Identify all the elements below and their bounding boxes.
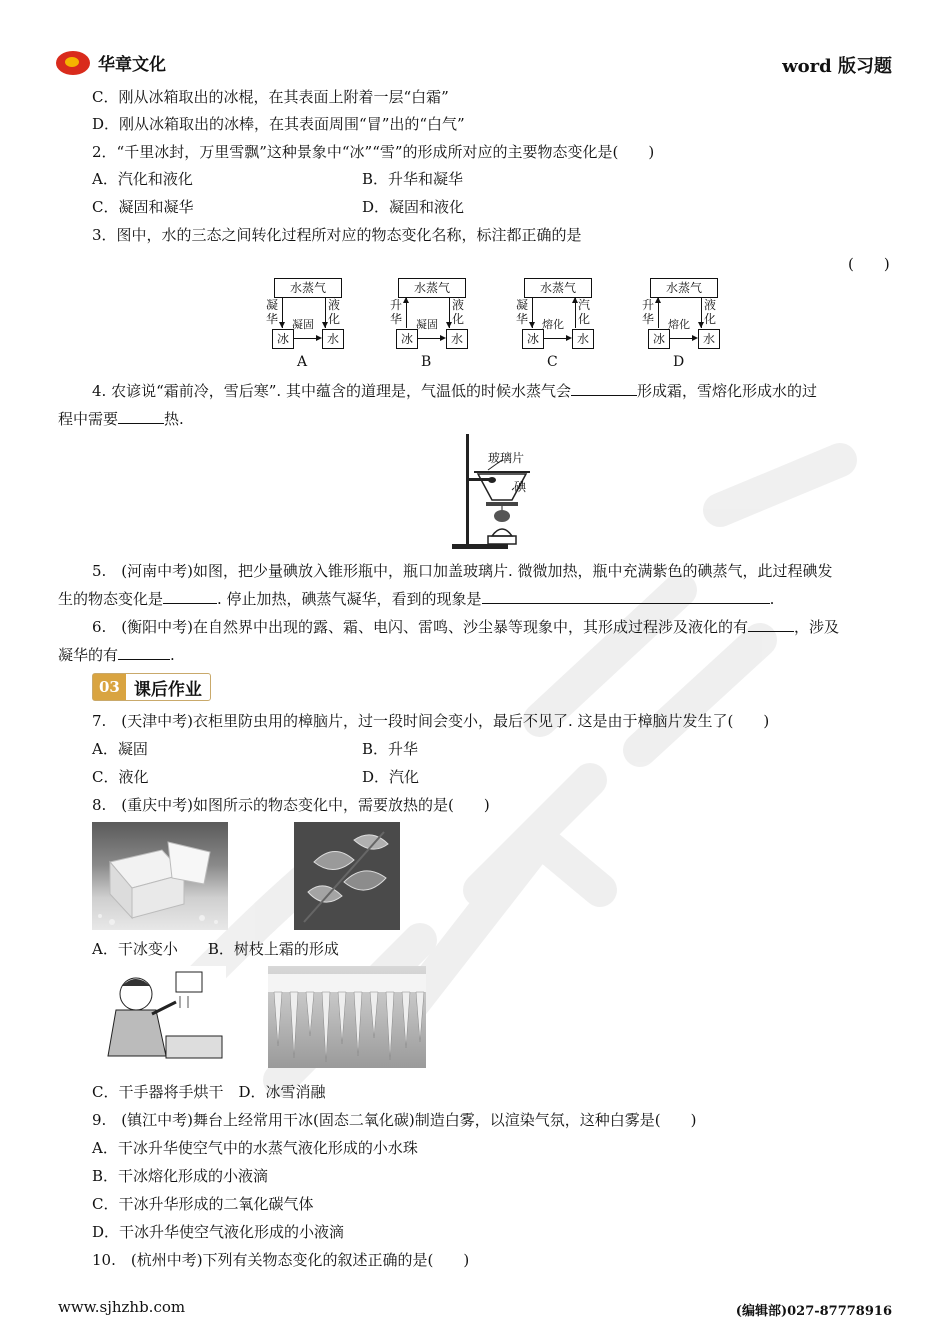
bottom-process-label: 凝固: [416, 318, 438, 331]
q4-text-a: 4. 农谚说“霜前冷，雪后寒”. 其中蕴含的道理是，气温低的时候水蒸气会: [92, 382, 571, 400]
q5-blank-1: [163, 589, 217, 604]
arrow-head-icon: [572, 297, 578, 303]
arrow-head-icon: [692, 335, 698, 341]
water-box: 水: [322, 329, 344, 349]
footer-website: www.sjhzhb.com: [58, 1298, 186, 1316]
arrow-head-icon: [279, 322, 285, 328]
question-3: 3．图中，水的三态之间转化过程所对应的物态变化名称，标注都正确的是: [92, 226, 582, 244]
question-6-line2: [58, 644, 175, 665]
q4-text-d: 热.: [164, 410, 184, 428]
footer-phone: (编辑部)027-87778916: [735, 1304, 892, 1319]
q8-options-ab: A．干冰变小 B．树枝上霜的形成: [92, 940, 339, 958]
water-box: 水: [572, 329, 594, 349]
question-7: 7. (天津中考)衣柜里防虫用的樟脑片，过一段时间会变小，最后不见了. 这是由于樟脑片发生了( ): [92, 712, 770, 730]
arrow-head-icon: [566, 335, 572, 341]
q7-option-c: C．液化: [92, 768, 149, 786]
brand-name: 华章文化: [98, 55, 166, 75]
brand-logo-icon: [56, 51, 90, 75]
q9-option-d: D．干冰升华使空气液化形成的小液滴: [92, 1223, 345, 1241]
frost-leaves-photo: [294, 822, 400, 930]
phase-diagram: [390, 278, 472, 348]
q4-blank-2: [118, 409, 164, 424]
arrow-head-icon: [403, 297, 409, 303]
q6-blank-1: [748, 617, 794, 632]
q7-option-a: A．凝固: [92, 740, 148, 758]
right-process-label: 液化: [328, 298, 341, 326]
vapor-box: 水蒸气: [650, 278, 718, 298]
section-title: 课后作业: [133, 679, 202, 700]
water-box: 水: [446, 329, 468, 349]
vapor-box: 水蒸气: [274, 278, 342, 298]
vapor-box: 水蒸气: [398, 278, 466, 298]
question-5-line1: 5. (河南中考)如图，把少量碘放入锥形瓶中，瓶口加盖玻璃片. 微微加热，瓶中充满紫色的碘蒸气，此过程碘发: [92, 562, 833, 580]
arrow-head-icon: [698, 322, 704, 328]
q2-option-b: B．升华和凝华: [362, 170, 464, 188]
left-process-label: 升华: [642, 298, 655, 326]
header-doc-type: word 版习题: [782, 56, 892, 77]
question-4-line1: [92, 380, 817, 401]
left-process-label: 凝华: [266, 298, 279, 326]
q7-option-b: B．升华: [362, 740, 419, 758]
q4-blank-1: [571, 381, 637, 396]
arrow-head-icon: [655, 297, 661, 303]
phase-diagram: [266, 278, 348, 348]
bottom-process-label: 凝固: [292, 318, 314, 331]
q7-option-d: D．汽化: [362, 768, 420, 786]
left-process-label: 凝华: [516, 298, 529, 326]
arrow-head-icon: [446, 322, 452, 328]
ice-box: 冰: [648, 329, 670, 349]
vapor-box: 水蒸气: [524, 278, 592, 298]
question-10: 10. (杭州中考)下列有关物态变化的叙述正确的是( ): [92, 1251, 470, 1269]
question-8: 8. (重庆中考)如图所示的物态变化中，需要放热的是( ): [92, 796, 490, 814]
phase-diagram: [516, 278, 598, 348]
section-header-homework: [92, 673, 211, 701]
arrow-head-icon: [529, 322, 535, 328]
question-4-line2: [58, 408, 184, 429]
arrow-head-icon: [316, 335, 322, 341]
left-process-label: 升华: [390, 298, 403, 326]
bottom-process-label: 熔化: [668, 318, 690, 331]
water-box: 水: [698, 329, 720, 349]
bottom-arrow-line: [418, 338, 440, 339]
option-c-top: C．刚从冰箱取出的冰棍，在其表面上附着一层“白霜”: [92, 88, 449, 106]
q6-text-b: ，涉及: [794, 618, 840, 636]
question-5-line2: [58, 588, 774, 609]
right-process-label: 液化: [452, 298, 465, 326]
phase-diagram: [642, 278, 724, 348]
diagram-caption: D: [673, 354, 685, 370]
bottom-arrow-line: [294, 338, 316, 339]
label-glass-plate: 玻璃片: [488, 451, 525, 465]
q2-option-c: C．凝固和凝华: [92, 198, 194, 216]
ice-box: 冰: [396, 329, 418, 349]
q6-text-c: 凝华的有: [58, 646, 119, 664]
diagram-caption: C: [547, 354, 558, 370]
question-9: 9. (镇江中考)舞台上经常用干冰(固态二氧化碳)制造白雾，以渲染气氛，这种白雾是( ): [92, 1111, 697, 1129]
option-d-top: D．刚从冰箱取出的冰棒，在其表面周围“冒”出的“白气”: [92, 115, 465, 133]
q9-option-c: C．干冰升华形成的二氧化碳气体: [92, 1195, 314, 1213]
arrow-head-icon: [440, 335, 446, 341]
question-6-line1: [92, 616, 839, 637]
q5-text-b: 生的物态变化是: [58, 590, 164, 608]
right-process-label: 液化: [704, 298, 717, 326]
arrow-head-icon: [322, 322, 328, 328]
dry-ice-photo: [92, 822, 228, 930]
question-2: 2．“千里冰封，万里雪飘”这种景象中“冰”“雪”的形成所对应的主要物态变化是( ): [92, 143, 655, 161]
bottom-process-label: 熔化: [542, 318, 564, 331]
q2-option-a: A．汽化和液化: [92, 170, 193, 188]
q3-answer-paren: ( ): [848, 255, 890, 273]
q6-text-d: .: [170, 646, 175, 664]
melting-icicles-photo: [268, 966, 426, 1068]
right-process-label: 汽化: [578, 298, 591, 326]
q5-text-d: .: [769, 590, 775, 608]
q9-option-a: A．干冰升华使空气中的水蒸气液化形成的小水珠: [92, 1139, 418, 1157]
q6-blank-2: [118, 645, 170, 660]
ice-box: 冰: [522, 329, 544, 349]
q5-text-c: . 停止加热，碘蒸气凝华，看到的现象是: [217, 590, 482, 608]
q2-option-d: D．凝固和液化: [362, 198, 465, 216]
q5-blank-2: [482, 589, 770, 604]
bottom-arrow-line: [670, 338, 692, 339]
ice-box: 冰: [272, 329, 294, 349]
hand-dryer-photo: [96, 966, 226, 1068]
q4-text-b: 形成霜，雪熔化形成水的过: [636, 382, 817, 400]
section-number: 03: [93, 674, 126, 700]
q9-option-b: B．干冰熔化形成的小液滴: [92, 1167, 269, 1185]
q4-text-c: 程中需要: [58, 410, 119, 428]
diagram-caption: B: [421, 354, 432, 370]
q8-options-cd: C．干手器将手烘干 D．冰雪消融: [92, 1083, 326, 1101]
header-logo: [56, 50, 166, 75]
label-iodine: 碘: [514, 480, 527, 494]
diagram-caption: A: [297, 354, 308, 370]
q6-text-a: 6. (衡阳中考)在自然界中出现的露、霜、电闪、雷鸣、沙尘暴等现象中，其形成过程涉及液化的有: [92, 618, 749, 636]
bottom-arrow-line: [544, 338, 566, 339]
